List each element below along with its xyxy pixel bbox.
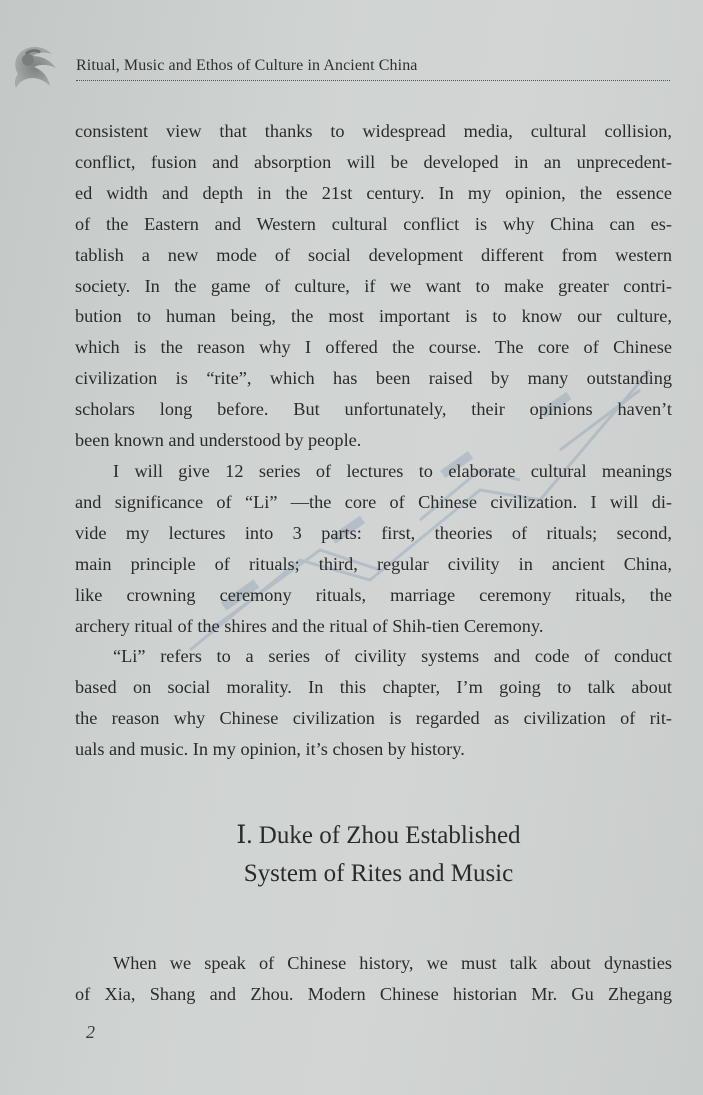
section-paragraph bbox=[75, 948, 672, 1010]
text-line: main principle of rituals; third, regular civility in ancient China, bbox=[75, 553, 672, 574]
text-line: I will give 12 series of lectures to elaborate cultural meanings bbox=[113, 460, 672, 481]
text-line: scholars long before. But unfortunately, their opinions haven’t bbox=[75, 399, 672, 420]
text-line: and significance of “Li” —the core of Chinese civilization. I will di- bbox=[75, 491, 672, 512]
text-line: of the Eastern and Western cultural conflict is why China can es- bbox=[75, 213, 672, 234]
page-number: 2 bbox=[86, 1022, 95, 1042]
paragraph-3 bbox=[75, 641, 672, 765]
running-head: Ritual, Music and Ethos of Culture in Ancient China bbox=[76, 57, 418, 74]
text-line: based on social morality. In this chapter, I’m going to talk about bbox=[75, 677, 672, 698]
paragraph-1 bbox=[75, 116, 672, 456]
flying-figure-logo-icon bbox=[6, 34, 70, 98]
text-line: uals and music. In my opinion, it’s chosen by history. bbox=[75, 739, 465, 760]
header-rule bbox=[76, 80, 670, 81]
text-line: archery ritual of the shires and the ritual of Shih-tien Ceremony. bbox=[75, 615, 544, 636]
body-text bbox=[75, 116, 672, 765]
text-line: bution to human being, the most important is to know our culture, bbox=[75, 306, 672, 327]
paragraph-2 bbox=[75, 456, 672, 641]
text-line: been known and understood by people. bbox=[75, 430, 362, 451]
text-line: society. In the game of culture, if we want to make greater contri- bbox=[75, 275, 672, 296]
text-line: which is the reason why I offered the course. The core of Chinese bbox=[75, 337, 672, 358]
text-line: tablish a new mode of social development different from western bbox=[75, 244, 672, 265]
text-line: the reason why Chinese civilization is regarded as civilization of rit- bbox=[75, 708, 672, 729]
text-line: civilization is “rite”, which has been raised by many outstanding bbox=[75, 368, 672, 389]
section-heading bbox=[0, 817, 703, 893]
text-line: When we speak of Chinese history, we must talk about dynasties bbox=[113, 953, 672, 973]
text-line: vide my lectures into 3 parts: first, theories of rituals; second, bbox=[75, 522, 672, 543]
text-line: “Li” refers to a series of civility systems and code of conduct bbox=[113, 646, 672, 667]
text-line: conflict, fusion and absorption will be developed in an unprecedent- bbox=[75, 151, 672, 172]
section-heading-line-2: System of Rites and Music bbox=[243, 860, 514, 887]
section-heading-line-1: Ⅰ. Duke of Zhou Established bbox=[236, 822, 521, 849]
text-line: consistent view that thanks to widespread media, cultural collision, bbox=[75, 121, 672, 141]
section-body bbox=[75, 948, 672, 1010]
text-line: of Xia, Shang and Zhou. Modern Chinese historian Mr. Gu Zhegang bbox=[75, 983, 672, 1004]
text-line: ed width and depth in the 21st century. In my opinion, the essence bbox=[75, 182, 672, 203]
text-line: like crowning ceremony rituals, marriage ceremony rituals, the bbox=[75, 584, 672, 605]
